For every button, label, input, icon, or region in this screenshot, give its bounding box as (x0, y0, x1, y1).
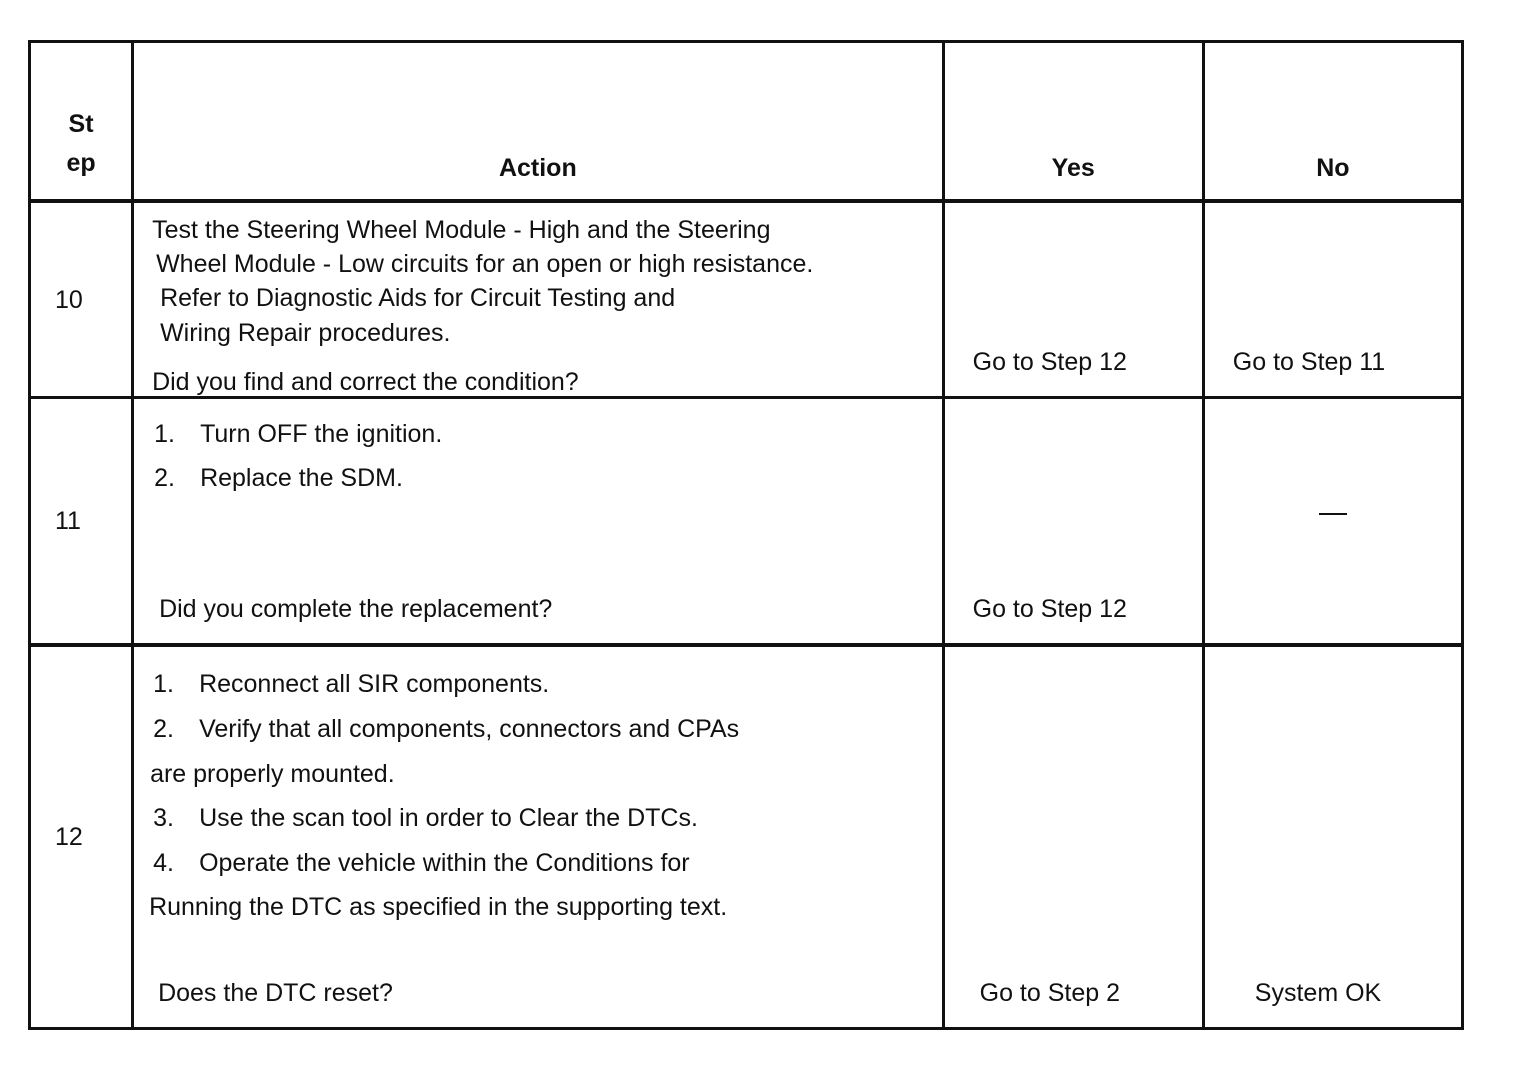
action-question: Does the DTC reset? (158, 979, 393, 1007)
action-item-number: 2. (154, 464, 175, 492)
action-item-number: 3. (153, 804, 174, 832)
action-question: Did you find and correct the condition? (152, 368, 579, 396)
action-item-text: Operate the vehicle within the Conditions for (199, 849, 690, 877)
action-item (153, 669, 549, 699)
no-cell-12 (1203, 645, 1462, 1029)
yes-result: Go to Step 12 (972, 348, 1127, 376)
action-item (154, 419, 442, 449)
header-no: No (1203, 42, 1462, 202)
action-item-continuation: are properly mounted. (150, 760, 395, 788)
action-item-text: Replace the SDM. (200, 464, 403, 492)
action-item-text: Reconnect all SIR components. (199, 670, 550, 698)
action-cell-10 (133, 201, 944, 398)
no-cell-10 (1203, 201, 1462, 398)
step-number-11: 11 (30, 398, 133, 646)
action-item (153, 848, 690, 878)
yes-cell-10 (943, 201, 1203, 398)
action-item-text: Verify that all components, connectors and CPAs (199, 715, 740, 743)
action-question: Did you complete the replacement? (159, 595, 553, 623)
action-item-number: 1. (154, 420, 175, 448)
table-row-step-11 (30, 398, 1463, 646)
header-step-line1: St (68, 110, 94, 138)
yes-result: Go to Step 12 (972, 595, 1127, 623)
diagnostic-table (28, 40, 1464, 1030)
action-item-number: 2. (153, 715, 174, 743)
step-number-10: 10 (30, 201, 133, 398)
action-line: Wheel Module - Low circuits for an open or high resistance. (156, 250, 814, 278)
header-row (30, 42, 1463, 202)
yes-cell-12 (943, 645, 1203, 1029)
action-item-text: Turn OFF the ignition. (200, 420, 443, 448)
header-step-line2: ep (66, 149, 96, 177)
step-number-12: 12 (30, 645, 133, 1029)
header-action: Action (133, 42, 944, 202)
action-item-continuation: Running the DTC as specified in the supporting text. (149, 893, 728, 921)
table-row-step-12 (30, 645, 1463, 1029)
action-line: Test the Steering Wheel Module - High and the Steering (152, 216, 771, 244)
no-result-dash-icon (1319, 513, 1347, 515)
action-cell-12 (133, 645, 944, 1029)
yes-cell-11 (943, 398, 1203, 646)
header-step (30, 42, 133, 202)
action-cell-11 (133, 398, 944, 646)
action-item (153, 803, 698, 833)
no-result: Go to Step 11 (1232, 348, 1386, 376)
table-row-step-10 (30, 201, 1463, 398)
no-cell-11 (1203, 398, 1462, 646)
action-line: Refer to Diagnostic Aids for Circuit Testing and (160, 284, 676, 312)
action-line: Wiring Repair procedures. (160, 319, 451, 347)
action-item (153, 714, 739, 744)
action-item-number: 1. (153, 670, 174, 698)
yes-result: Go to Step 2 (979, 979, 1120, 1007)
action-item-number: 4. (153, 849, 174, 877)
header-yes: Yes (943, 42, 1203, 202)
no-result: System OK (1254, 979, 1382, 1007)
action-item-text: Use the scan tool in order to Clear the DTCs. (199, 804, 698, 832)
action-item (154, 463, 403, 493)
